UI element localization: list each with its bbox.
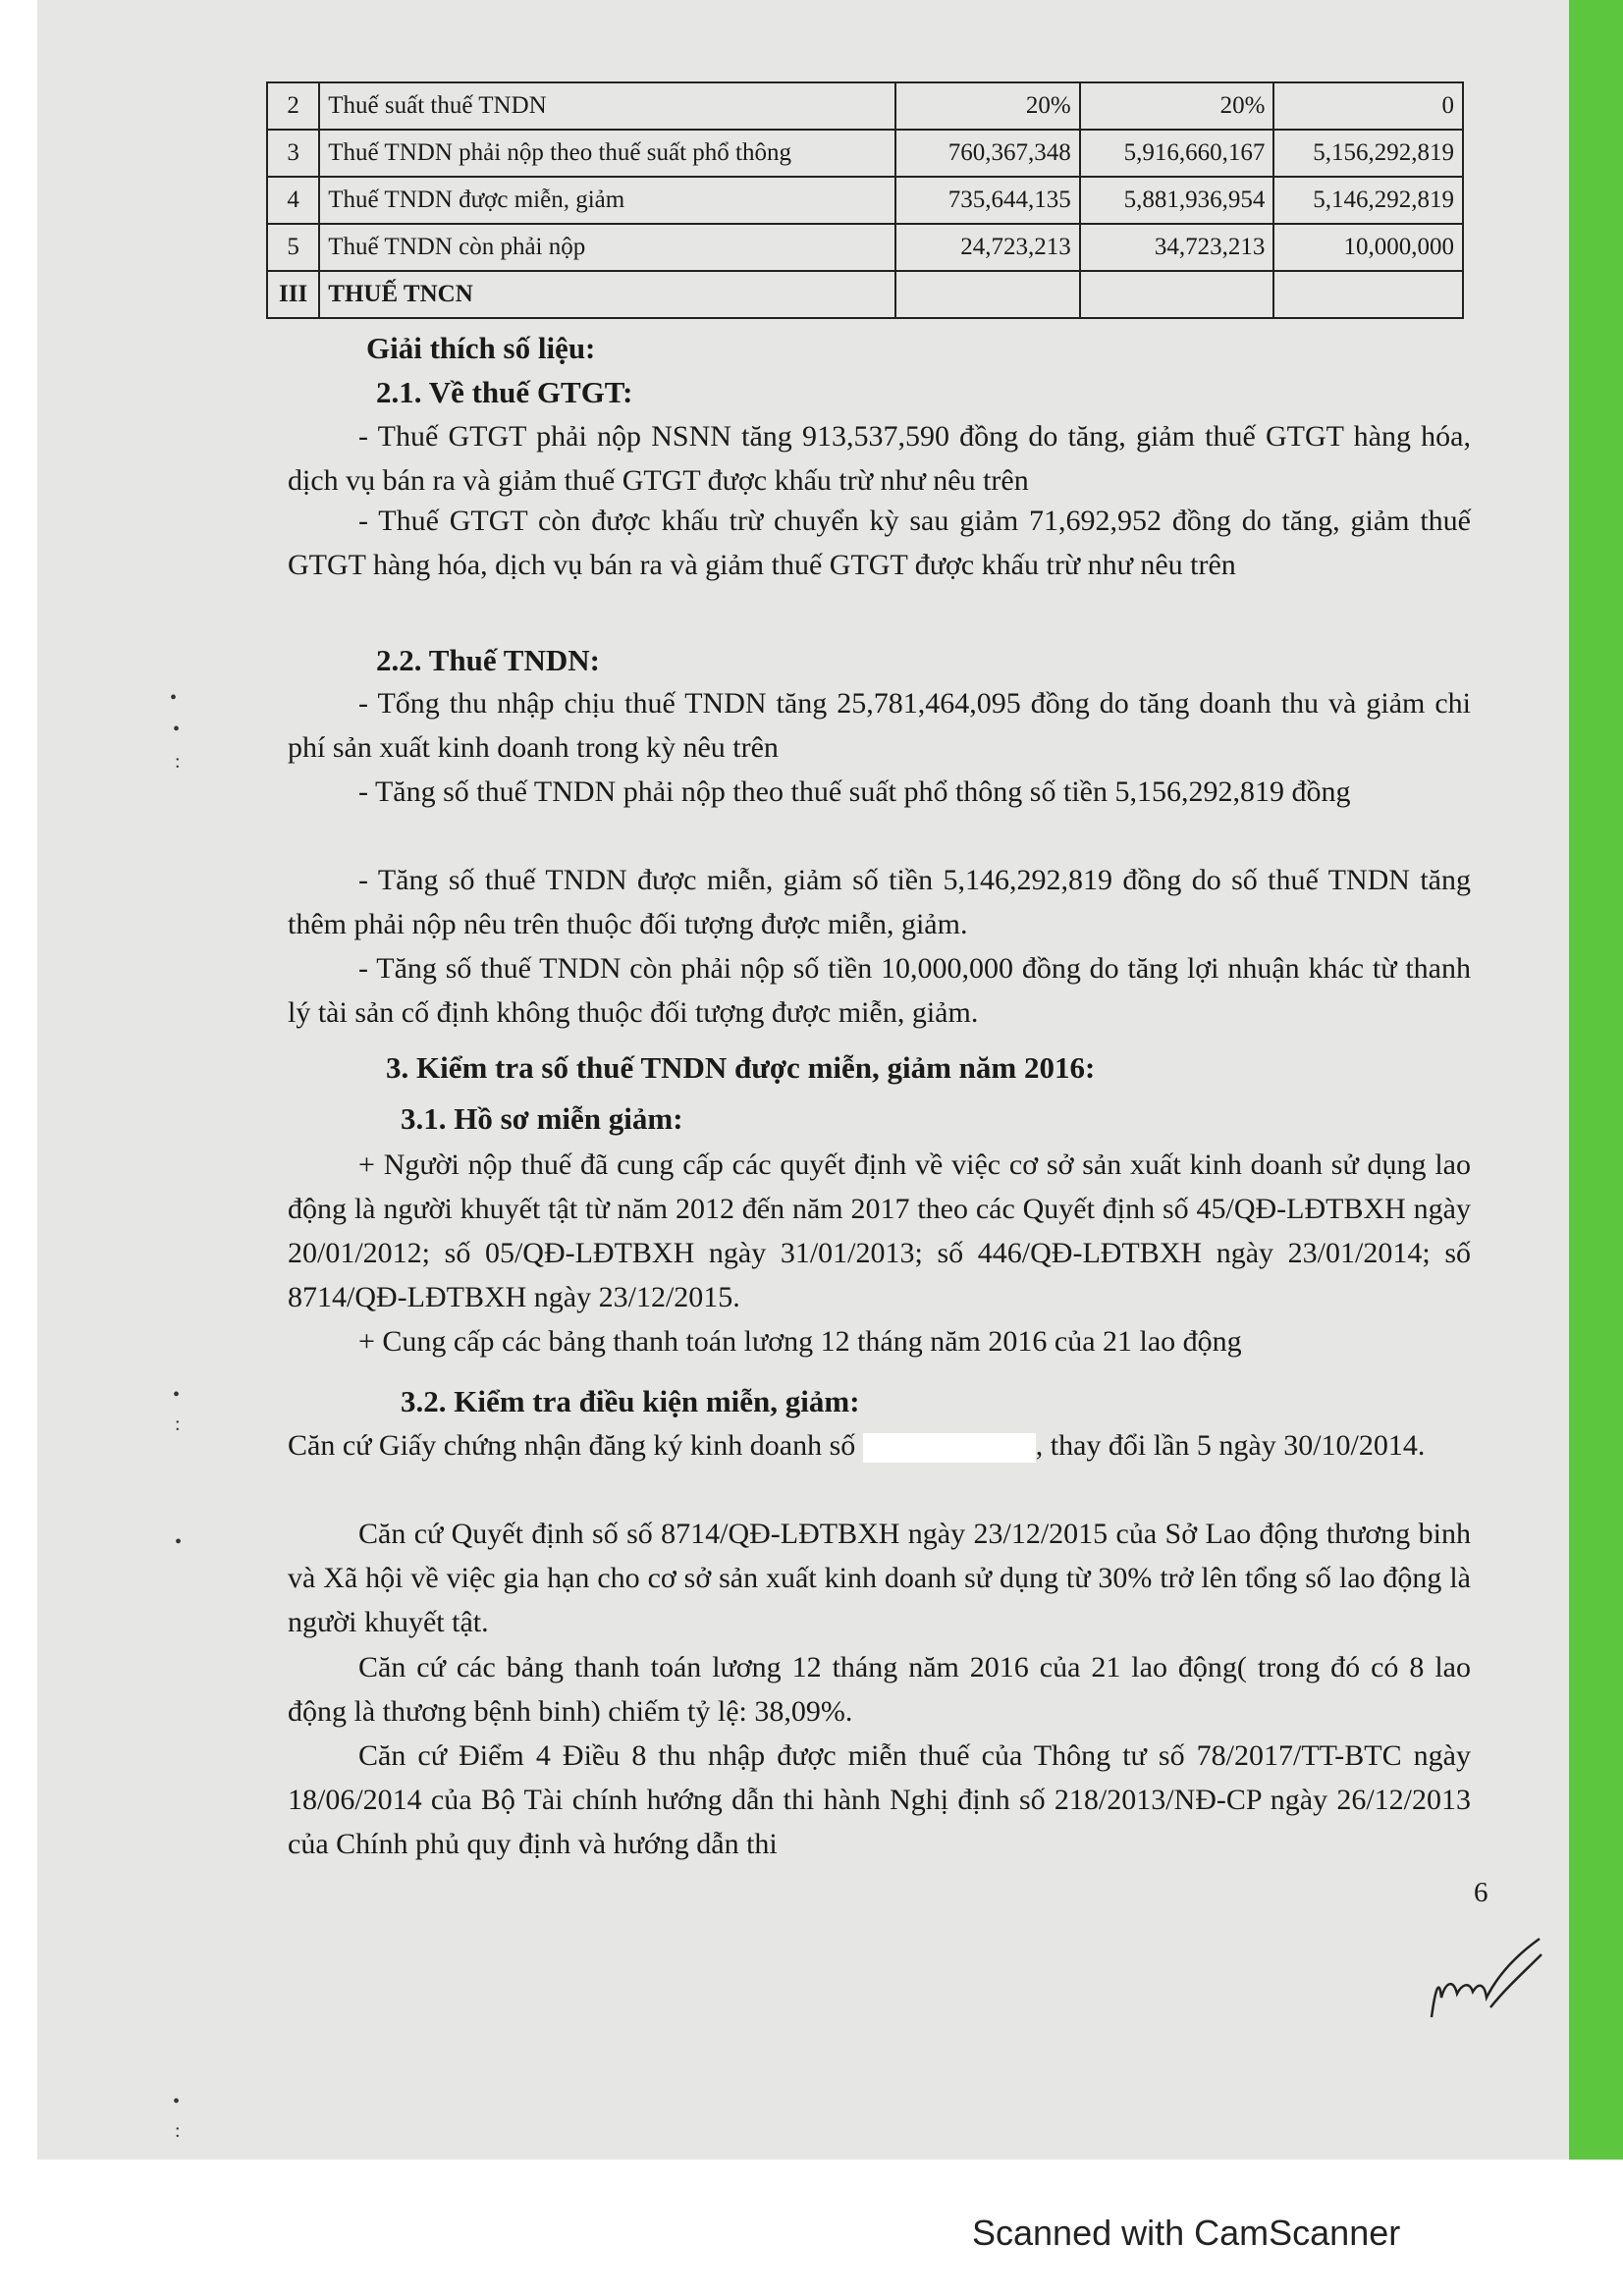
binding-mark: : <box>175 1414 181 1435</box>
vat-heading: 2.1. Về thuế GTGT: <box>376 375 633 409</box>
dossier-paragraph-2: + Cung cấp các bảng thanh toán lương 12 tháng năm 2016 của 21 lao động <box>358 1325 1242 1358</box>
row-label: Thuế TNDN còn phải nộp <box>319 224 895 271</box>
row-label: Thuế TNDN phải nộp theo thuế suất phổ thông <box>319 130 895 177</box>
cell-value: 5,146,292,819 <box>1273 177 1463 224</box>
table-row <box>267 82 1463 130</box>
table-row <box>267 271 1463 318</box>
cell-value: 10,000,000 <box>1273 224 1463 271</box>
cell-value: 5,156,292,819 <box>1273 130 1463 177</box>
cell-value: 0 <box>1273 82 1463 130</box>
business-certificate-text-cont: , thay đổi lần 5 ngày 30/10/2014. <box>1035 1429 1426 1462</box>
redacted-number <box>863 1433 1036 1463</box>
exemption-check-heading: 3. Kiểm tra số thuế TNDN được miễn, giảm năm 2016: <box>386 1050 1096 1085</box>
cit-heading: 2.2. Thuế TNDN: <box>376 643 600 677</box>
binding-mark: • <box>175 1531 183 1553</box>
cell-value <box>1273 271 1463 318</box>
document-page <box>37 0 1569 2160</box>
cell-value: 5,916,660,167 <box>1080 130 1274 177</box>
business-certificate-text: Căn cứ Giấy chứng nhận đăng ký kinh doanh số <box>288 1429 856 1462</box>
cell-value: 20% <box>895 82 1079 130</box>
conditions-heading: 3.2. Kiểm tra điều kiện miễn, giảm: <box>401 1384 860 1418</box>
row-number: 2 <box>267 82 319 130</box>
page-content <box>37 0 1569 2160</box>
conditions-paragraph-2: Căn cứ Quyết định số số 8714/QĐ-LĐTBXH ngày 23/12/2015 của Sở Lao động thương binh và Xã hội về việc gia hạn cho cơ sở sản xuất kinh doanh sử dụng từ 30% trở lên tổng số lao động là người khuyết tật. <box>288 1518 1471 1638</box>
row-label: THUẾ TNCN <box>319 271 895 318</box>
cell-value: 24,723,213 <box>895 224 1079 271</box>
table-row <box>267 177 1463 224</box>
table-row <box>267 224 1463 271</box>
conditions-paragraph-4: Căn cứ Điểm 4 Điều 8 thu nhập được miễn thuế của Thông tư số 78/2017/TT-BTC ngày 18/06/2014 của Bộ Tài chính hướng dẫn thi hành Nghị định số 218/2013/NĐ-CP ngày 26/12/2013 của Chính phủ quy định và hướng dẫn thi <box>288 1739 1471 1860</box>
binding-mark: : <box>175 751 181 773</box>
row-number: 4 <box>267 177 319 224</box>
binding-mark: • <box>173 1384 181 1406</box>
conditions-paragraph-1 <box>288 1423 1471 1468</box>
scanner-edge-strip <box>1569 0 1623 2160</box>
binding-mark: • <box>170 687 178 709</box>
row-number: III <box>267 271 319 318</box>
binding-mark: • <box>173 719 181 740</box>
conditions-paragraph-3: Căn cứ các bảng thanh toán lương 12 tháng năm 2016 của 21 lao động( trong đó có 8 lao động là thương bệnh binh) chiếm tỷ lệ: 38,09%. <box>288 1651 1471 1728</box>
cell-value <box>895 271 1079 318</box>
binding-mark: : <box>175 2120 181 2142</box>
cell-value: 34,723,213 <box>1080 224 1274 271</box>
page-number: 6 <box>1474 1877 1488 1908</box>
signature-icon <box>1422 1929 1559 2037</box>
row-number: 5 <box>267 224 319 271</box>
cit-paragraph-3: - Tăng số thuế TNDN được miễn, giảm số tiền 5,146,292,819 đồng do số thuế TNDN tăng thêm phải nộp nêu trên thuộc đối tượng được miễn, giảm. <box>288 864 1471 940</box>
row-number: 3 <box>267 130 319 177</box>
vat-paragraph-1: - Thuế GTGT phải nộp NSNN tăng 913,537,590 đồng do tăng, giảm thuế GTGT hàng hóa, dịch vụ bán ra và giảm thuế GTGT được khấu trừ như nêu trên <box>288 420 1471 497</box>
tax-table <box>266 81 1464 319</box>
cell-value: 20% <box>1080 82 1274 130</box>
vat-paragraph-2: - Thuế GTGT còn được khấu trừ chuyển kỳ sau giảm 71,692,952 đồng do tăng, giảm thuế GTGT hàng hóa, dịch vụ bán ra và giảm thuế GTGT được khấu trừ như nêu trên <box>288 505 1471 581</box>
cell-value: 5,881,936,954 <box>1080 177 1274 224</box>
cell-value: 735,644,135 <box>895 177 1079 224</box>
cit-paragraph-4: - Tăng số thuế TNDN còn phải nộp số tiền 10,000,000 đồng do tăng lợi nhuận khác từ thanh lý tài sản cố định không thuộc đối tượng được miễn, giảm. <box>288 952 1471 1029</box>
row-label: Thuế suất thuế TNDN <box>319 82 895 130</box>
row-label: Thuế TNDN được miễn, giảm <box>319 177 895 224</box>
explanation-heading: Giải thích số liệu: <box>366 331 596 365</box>
dossier-heading: 3.1. Hồ sơ miễn giảm: <box>401 1101 683 1136</box>
camscanner-watermark: Scanned with CamScanner <box>972 2213 1401 2253</box>
cell-value <box>1080 271 1274 318</box>
cit-paragraph-2: - Tăng số thuế TNDN phải nộp theo thuế suất phổ thông số tiền 5,156,292,819 đồng <box>358 775 1351 808</box>
cell-value: 760,367,348 <box>895 130 1079 177</box>
cit-paragraph-1: - Tổng thu nhập chịu thuế TNDN tăng 25,781,464,095 đồng do tăng doanh thu và giảm chi phí sản xuất kinh doanh trong kỳ nêu trên <box>288 687 1471 764</box>
table-row <box>267 130 1463 177</box>
dossier-paragraph-1: + Người nộp thuế đã cung cấp các quyết định về việc cơ sở sản xuất kinh doanh sử dụng lao động là người khuyết tật từ năm 2012 đến năm 2017 theo các Quyết định số 45/QĐ-LĐTBXH ngày 20/01/2012; số 05/QĐ-LĐTBXH ngày 31/01/2013; số 446/QĐ-LĐTBXH ngày 23/01/2014; số 8714/QĐ-LĐTBXH ngày 23/12/2015. <box>288 1148 1471 1313</box>
binding-mark: • <box>173 2091 181 2112</box>
